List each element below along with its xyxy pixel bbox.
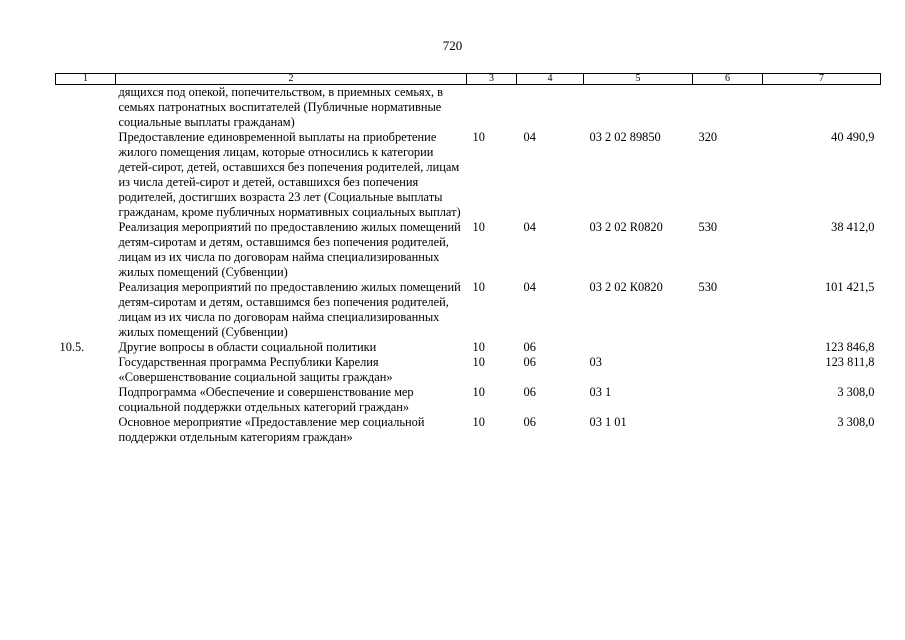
column-header: 3 (467, 74, 517, 85)
row-number: 10.5. (59, 340, 85, 354)
subsection-code: 04 (523, 280, 536, 294)
row-number (56, 220, 116, 280)
amount: 3 308,0 (837, 385, 875, 399)
expense-name: Реализация мероприятий по предоставлению жилых помещений детям-сиротам и детям, оставшимся без попечения родителей, лицам из их числа по договорам найма специализированных жилых помещений (Субвенции) (118, 220, 461, 279)
subsection-code (517, 85, 584, 131)
expense-type-code: 320 (698, 130, 718, 144)
subsection-code: 06 (523, 415, 536, 429)
page-number: 720 (442, 38, 463, 53)
target-item-code (584, 340, 693, 355)
section-code: 10 (472, 415, 485, 429)
target-item-code (584, 85, 693, 131)
section-code: 10 (472, 220, 485, 234)
subsection-code: 06 (523, 340, 536, 354)
expense-type-code (693, 415, 763, 445)
amount: 123 811,8 (825, 355, 875, 369)
expense-name: дящихся под опекой, попечительством, в приемных семьях, в семьях патронатных воспитателей (Публичные нормативные социальные выплаты гражданам) (118, 85, 443, 129)
target-item-code: 03 (589, 355, 602, 369)
row-number (56, 355, 116, 385)
table-row (56, 85, 881, 131)
expense-name: Подпрограмма «Обеспечение и совершенствование мер социальной поддержки отдельных категорий граждан» (118, 385, 414, 414)
column-number-header-row (56, 74, 881, 85)
amount: 3 308,0 (837, 415, 875, 429)
expense-type-code (693, 85, 763, 131)
table-row (56, 340, 881, 355)
target-item-code: 03 1 01 (589, 415, 627, 429)
row-number (56, 415, 116, 445)
section-code: 10 (472, 340, 485, 354)
subsection-code: 04 (523, 220, 536, 234)
expense-type-code: 530 (698, 220, 718, 234)
budget-table (55, 73, 881, 445)
expense-type-code (693, 385, 763, 415)
expense-name: Реализация мероприятий по предоставлению жилых помещений детям-сиротам и детям, оставшимся без попечения родителей, лицам из их числа по договорам найма специализированных жилых помещений (Субвенции) (118, 280, 461, 339)
expense-type-code: 530 (698, 280, 718, 294)
column-header: 1 (56, 74, 116, 85)
row-number (56, 85, 116, 131)
expense-type-code (693, 355, 763, 385)
column-header: 7 (763, 74, 881, 85)
target-item-code: 03 1 (589, 385, 612, 399)
expense-name: Предоставление единовременной выплаты на приобретение жилого помещения лицам, которые относились к категории детей-сирот, детей, оставшихся без попечения родителей, лицам из числа детей-сирот и детей, оставшихся без попечения родителей, достигших возраста 23 лет (Социальные выплаты гражданам, кроме публичных нормативных социальных выплат) (118, 130, 461, 219)
table-row (56, 385, 881, 415)
column-header: 4 (517, 74, 584, 85)
table-body (56, 85, 881, 446)
amount (763, 85, 881, 131)
section-code: 10 (472, 280, 485, 294)
section-code: 10 (472, 355, 485, 369)
subsection-code: 06 (523, 355, 536, 369)
subsection-code: 06 (523, 385, 536, 399)
table-row (56, 355, 881, 385)
expense-name: Основное мероприятие «Предоставление мер социальной поддержки отдельным категориям граждан» (118, 415, 425, 444)
amount: 38 412,0 (831, 220, 875, 234)
section-code: 10 (472, 130, 485, 144)
target-item-code: 03 2 02 R0820 (589, 220, 663, 234)
section-code: 10 (472, 385, 485, 399)
column-header: 2 (116, 74, 467, 85)
table-row (56, 220, 881, 280)
table-row (56, 280, 881, 340)
table-row (56, 130, 881, 220)
amount: 101 421,5 (824, 280, 875, 294)
expense-name: Другие вопросы в области социальной политики (118, 340, 377, 354)
amount: 40 490,9 (831, 130, 875, 144)
section-code (467, 85, 517, 131)
row-number (56, 130, 116, 220)
column-header: 5 (584, 74, 693, 85)
row-number (56, 280, 116, 340)
target-item-code: 03 2 02 К0820 (589, 280, 663, 294)
amount: 123 846,8 (824, 340, 875, 354)
row-number (56, 385, 116, 415)
target-item-code: 03 2 02 89850 (589, 130, 661, 144)
column-header: 6 (693, 74, 763, 85)
expense-name: Государственная программа Республики Карелия «Совершенствование социальной защиты граждан» (118, 355, 393, 384)
expense-type-code (693, 340, 763, 355)
table-row (56, 415, 881, 445)
subsection-code: 04 (523, 130, 536, 144)
